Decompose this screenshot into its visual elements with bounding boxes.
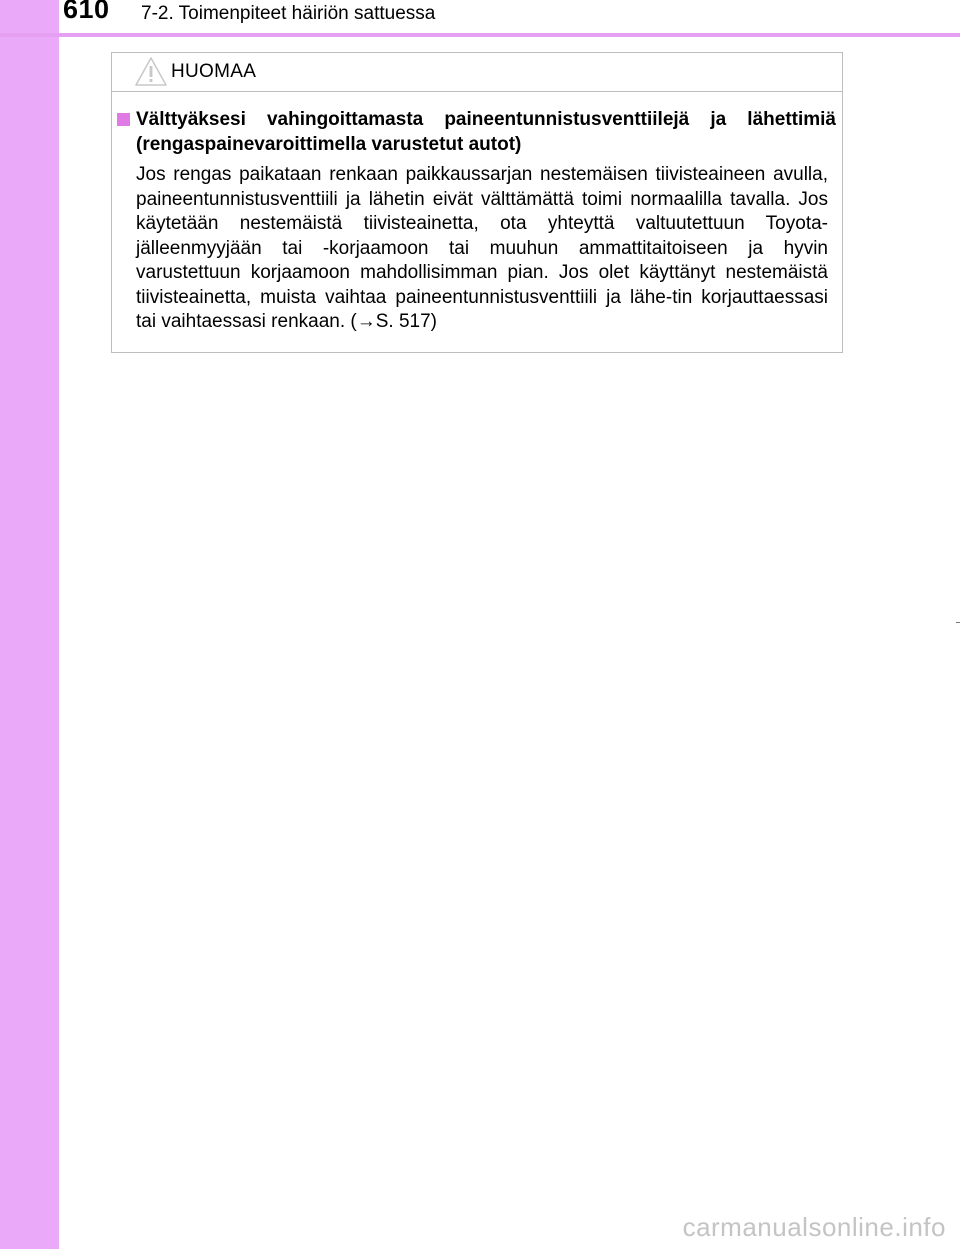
- notice-header: [112, 53, 842, 92]
- warning-triangle-icon: [134, 56, 168, 87]
- section-title: 7-2. Toimenpiteet häiriön sattuessa: [141, 3, 436, 24]
- notice-box: [111, 52, 843, 353]
- page-number: 610: [63, 0, 110, 24]
- bullet-square: [117, 113, 130, 126]
- notice-label: HUOMAA: [171, 61, 257, 82]
- notice-subheading: Välttyäksesi vahingoittamasta paineentunnistusventtiilejä ja lähettimiä (rengaspainevaroittimella varustetut autot): [136, 109, 836, 155]
- edge-mark: [956, 622, 960, 623]
- side-band: [0, 0, 59, 1249]
- watermark: carmanualsonline.info: [682, 1212, 946, 1242]
- notice-body: Jos rengas paikataan renkaan paikkaussarjan nestemäisen tiivisteaineen avulla, paineentunnistusventtiili ja lähetin eivät välttämättä toimi normaalilla tavalla. Jos käytetään nestemäistä tiivisteainetta, ota yhteyttä valtuutettuun Toyota-jälleenmyyjään tai -korjaamoon tai muuhun ammattitaitoiseen ja hyvin varustettuun korjaamoon mahdollisimman pian. Jos olet käyttänyt nestemäistä tiivisteainetta, muista vaihtaa paineentunnistusventtiili ja lähe-tin korjauttaessasi tai vaihtaessasi renkaan. (→S. 517): [136, 164, 828, 332]
- header-rule: [0, 33, 960, 37]
